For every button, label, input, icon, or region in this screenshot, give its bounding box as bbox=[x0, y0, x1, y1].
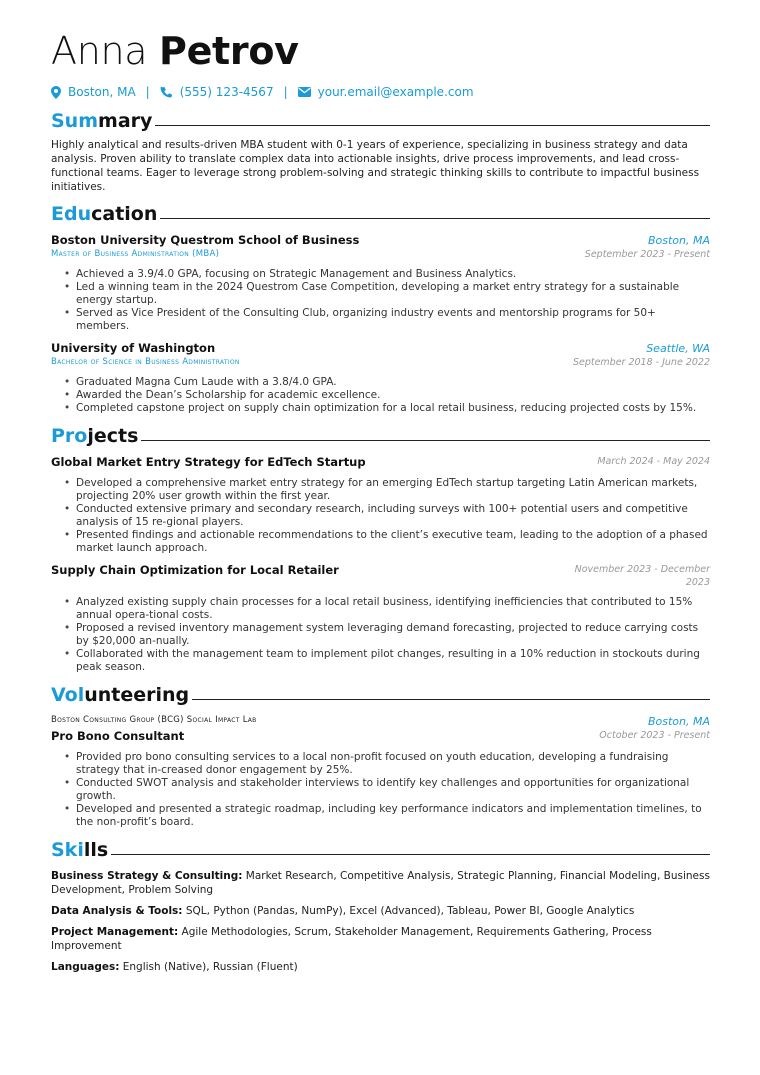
title-accent: Sum bbox=[51, 110, 99, 132]
entry-date: October 2023 - Present bbox=[599, 730, 710, 741]
skill-line bbox=[51, 925, 710, 953]
title-rest: cation bbox=[91, 203, 158, 225]
section-title bbox=[51, 110, 152, 132]
email-text: your.email@example.com bbox=[317, 85, 474, 99]
bullet-item: • Conducted extensive primary and secondary research, including surveys with 100+ potential users and competitive analysis of 15 re-gional players. bbox=[64, 503, 710, 529]
section-rule bbox=[111, 854, 710, 856]
skill-line bbox=[51, 904, 710, 918]
date-line: 2023 bbox=[685, 577, 710, 588]
contact-line bbox=[51, 84, 710, 100]
school-name: University of Washington bbox=[51, 341, 216, 355]
role-title: Pro Bono Consultant bbox=[51, 729, 185, 743]
skill-items: English (Native), Russian (Fluent) bbox=[122, 961, 298, 973]
entry-date: September 2023 - Present bbox=[584, 249, 710, 260]
projects-heading bbox=[51, 425, 710, 447]
contact-email[interactable] bbox=[298, 85, 474, 99]
section-title bbox=[51, 203, 157, 225]
skill-line bbox=[51, 960, 710, 974]
entry-location: Boston, MA bbox=[647, 715, 710, 728]
location-text: Boston, MA bbox=[68, 85, 136, 99]
title-rest: mary bbox=[98, 110, 153, 132]
skills-heading bbox=[51, 839, 710, 861]
bullet-item: • Analyzed existing supply chain processes for a local retail business, identifying inefficiencies that contributed to 15% annual opera-tional costs. bbox=[64, 596, 710, 622]
bullet-item: • Conducted SWOT analysis and stakeholder interviews to identify key challenges and opportunities for organizational growth. bbox=[64, 777, 710, 803]
project-name: Supply Chain Optimization for Local Retailer bbox=[51, 563, 339, 577]
phone-icon bbox=[160, 86, 173, 99]
education-entry bbox=[51, 233, 710, 333]
date-line: November 2023 - December bbox=[574, 564, 710, 575]
section-title bbox=[51, 684, 189, 706]
education-heading bbox=[51, 203, 710, 225]
first-name: Anna bbox=[51, 29, 148, 73]
section-rule bbox=[141, 440, 710, 442]
skill-items: Agile Methodologies, Scrum, Stakeholder Management, Requirements Gathering, Process Improvement bbox=[51, 926, 652, 952]
volunteering-heading bbox=[51, 684, 710, 706]
organization-name: Boston Consulting Group (BCG) Social Impact Lab bbox=[51, 715, 257, 725]
school-name: Boston University Questrom School of Business bbox=[51, 233, 360, 247]
volunteering-entry bbox=[51, 714, 710, 829]
title-rest: jects bbox=[87, 425, 139, 447]
bullet-list bbox=[51, 376, 710, 415]
map-pin-icon bbox=[51, 86, 61, 99]
bullet-item: • Presented findings and actionable recommendations to the client’s executive team, leading to the adoption of a phased market launch approach. bbox=[64, 529, 710, 555]
entry-location: Seattle, WA bbox=[646, 342, 710, 355]
title-rest: lls bbox=[83, 839, 109, 861]
bullet-item: • Achieved a 3.9/4.0 GPA, focusing on Strategic Management and Business Analytics. bbox=[64, 268, 710, 281]
bullet-item: • Proposed a revised inventory management system leveraging demand forecasting, projected to reduce carrying costs by $20,000 an-nually. bbox=[64, 622, 710, 648]
skills-list bbox=[51, 869, 710, 974]
title-accent: Vol bbox=[51, 684, 85, 706]
bullet-item: • Provided pro bono consulting services to a local non-profit focused on youth education, developing a fundraising strategy that in-creased donor engagement by 25%. bbox=[64, 751, 710, 777]
bullet-list bbox=[51, 268, 710, 333]
bullet-item: • Developed and presented a strategic roadmap, including key performance indicators and implementation timelines, to the non-profit’s board. bbox=[64, 803, 710, 829]
title-accent: Pro bbox=[51, 425, 88, 447]
last-name: Petrov bbox=[159, 29, 299, 73]
phone-text: (555) 123-4567 bbox=[179, 85, 274, 99]
contact-phone[interactable] bbox=[160, 85, 274, 99]
skill-category: Languages: bbox=[51, 961, 120, 973]
entry-date: March 2024 - May 2024 bbox=[597, 456, 710, 467]
bullet-list bbox=[51, 751, 710, 829]
contact-separator: | bbox=[145, 85, 150, 99]
section-title bbox=[51, 839, 108, 861]
title-rest: unteering bbox=[84, 684, 190, 706]
project-entry bbox=[51, 455, 710, 555]
degree: Master of Business Administration (MBA) bbox=[51, 249, 220, 259]
bullet-list bbox=[51, 477, 710, 555]
section-title bbox=[51, 425, 138, 447]
section-rule bbox=[160, 218, 710, 220]
contact-separator: | bbox=[283, 85, 288, 99]
degree: Bachelor of Science in Business Administration bbox=[51, 357, 240, 367]
bullet-item: • Developed a comprehensive market entry strategy for an emerging EdTech startup targeting Latin American markets, projecting 20% user growth within the first year. bbox=[64, 477, 710, 503]
education-entry bbox=[51, 341, 710, 415]
skill-items: SQL, Python (Pandas, NumPy), Excel (Advanced), Tableau, Power BI, Google Analytics bbox=[185, 905, 635, 917]
section-rule bbox=[155, 125, 710, 127]
entry-date bbox=[575, 563, 710, 589]
skill-category: Business Strategy & Consulting: bbox=[51, 870, 243, 882]
entry-location: Boston, MA bbox=[647, 234, 710, 247]
skill-category: Project Management: bbox=[51, 926, 179, 938]
skill-category: Data Analysis & Tools: bbox=[51, 905, 183, 917]
entry-date: September 2018 - June 2022 bbox=[572, 357, 710, 368]
candidate-name bbox=[51, 28, 710, 74]
envelope-icon bbox=[298, 87, 311, 97]
summary-text: Highly analytical and results-driven MBA student with 0-1 years of experience, specializing in business strategy and data analysis. Proven ability to translate complex data into actionable insights, drive process improvements, and lead cross-functional teams. Eager to leverage strong problem-solving and strategic thinking skills to contribute to impactful business initiatives. bbox=[51, 139, 700, 193]
bullet-item: • Graduated Magna Cum Laude with a 3.8/4.0 GPA. bbox=[64, 376, 710, 389]
skill-items: Market Research, Competitive Analysis, Strategic Planning, Financial Modeling, Business Development, Problem Solving bbox=[51, 870, 710, 896]
bullet-item: • Led a winning team in the 2024 Questrom Case Competition, developing a market entry strategy for a sustainable energy startup. bbox=[64, 281, 710, 307]
project-entry bbox=[51, 563, 710, 674]
skill-line bbox=[51, 869, 710, 897]
bullet-list bbox=[51, 596, 710, 674]
section-rule bbox=[192, 699, 710, 701]
bullet-item: • Served as Vice President of the Consulting Club, organizing industry events and mentorship programs for 50+ members. bbox=[64, 307, 710, 333]
contact-location bbox=[51, 85, 136, 99]
summary-heading bbox=[51, 110, 710, 132]
bullet-item: • Awarded the Dean’s Scholarship for academic excellence. bbox=[64, 389, 710, 402]
title-accent: Ski bbox=[51, 839, 84, 861]
title-accent: Edu bbox=[51, 203, 92, 225]
bullet-item: • Collaborated with the management team to implement pilot changes, resulting in a 10% reduction in stockouts during peak season. bbox=[64, 648, 710, 674]
project-name: Global Market Entry Strategy for EdTech Startup bbox=[51, 455, 366, 469]
bullet-item: • Completed capstone project on supply chain optimization for a local retail business, reducing projected costs by 15%. bbox=[64, 402, 710, 415]
